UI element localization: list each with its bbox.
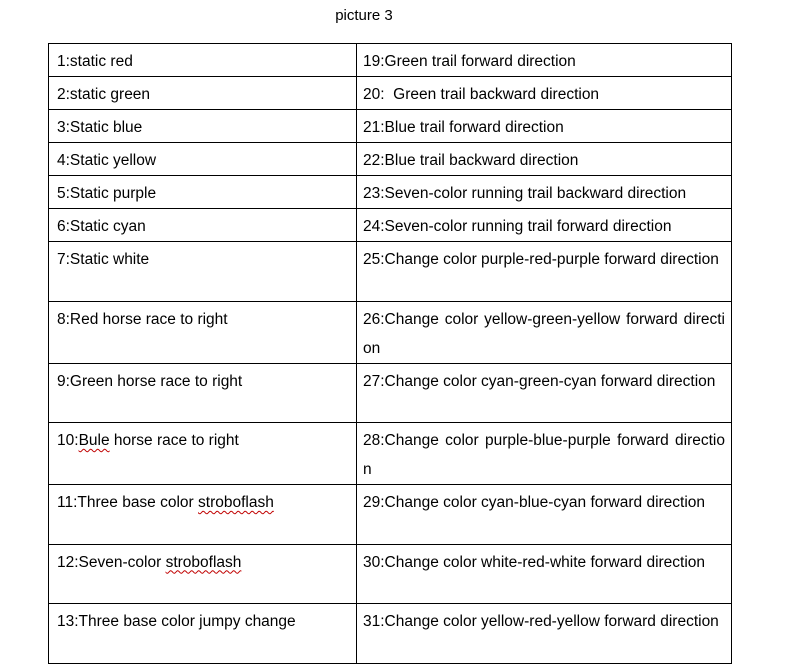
mode-cell-left: 8:Red horse race to right (49, 301, 357, 363)
mode-cell-left: 5:Static purple (49, 176, 357, 209)
table-row (49, 242, 732, 302)
mode-cell-left: 7:Static white (49, 242, 357, 302)
table-row (49, 604, 732, 664)
spellcheck-flagged-word: Bule (78, 432, 110, 449)
table-row (49, 423, 732, 485)
mode-cell-left: 4:Static yellow (49, 143, 357, 176)
mode-cell-left (49, 544, 357, 604)
table-row (49, 363, 732, 423)
spellcheck-flagged-word: stroboflash (198, 494, 274, 511)
mode-cell-left (49, 423, 357, 485)
table-row (49, 44, 732, 77)
table-row (49, 77, 732, 110)
mode-cell-right: 22:Blue trail backward direction (357, 143, 732, 176)
mode-cell-right: 26:Change color yellow-green-yellow forward direction (357, 301, 732, 363)
mode-cell-right: 24:Seven-color running trail forward direction (357, 209, 732, 242)
mode-cell-left: 2:static green (49, 77, 357, 110)
mode-cell-right: 23:Seven-color running trail backward direction (357, 176, 732, 209)
mode-cell-right: 27:Change color cyan-green-cyan forward direction (357, 363, 732, 423)
spellcheck-flagged-word: stroboflash (165, 553, 242, 571)
mode-cell-left: 1:static red (49, 44, 357, 77)
page-caption: picture 3 (335, 7, 393, 24)
mode-text-prefix: 10: (57, 432, 79, 449)
mode-cell-left: 9:Green horse race to right (49, 363, 357, 423)
mode-cell-right: 28:Change color purple-blue-purple forward direction (357, 423, 732, 485)
mode-cell-left: 6:Static cyan (49, 209, 357, 242)
mode-table (48, 43, 732, 664)
mode-cell-left: 3:Static blue (49, 110, 357, 143)
mode-cell-left: 13:Three base color jumpy change (49, 604, 357, 664)
mode-cell-right: 21:Blue trail forward direction (357, 110, 732, 143)
table-row (49, 110, 732, 143)
table-row (49, 176, 732, 209)
mode-cell-right: 19:Green trail forward direction (357, 44, 732, 77)
mode-cell-right: 30:Change color white-red-white forward direction (357, 544, 732, 604)
table-row (49, 143, 732, 176)
table-row (49, 485, 732, 545)
mode-cell-right: 25:Change color purple-red-purple forward direction (357, 242, 732, 302)
mode-cell-left (49, 485, 357, 545)
mode-cell-right: 31:Change color yellow-red-yellow forward direction (357, 604, 732, 664)
mode-cell-right: 20: Green trail backward direction (357, 77, 732, 110)
mode-text-prefix: 11:Three base color (57, 494, 199, 511)
table-row (49, 301, 732, 363)
table-row (49, 544, 732, 604)
table-row (49, 209, 732, 242)
mode-cell-right: 29:Change color cyan-blue-cyan forward direction (357, 485, 732, 545)
mode-text-prefix: 12:Seven-color (57, 553, 166, 571)
mode-text-suffix: horse race to right (109, 432, 239, 449)
